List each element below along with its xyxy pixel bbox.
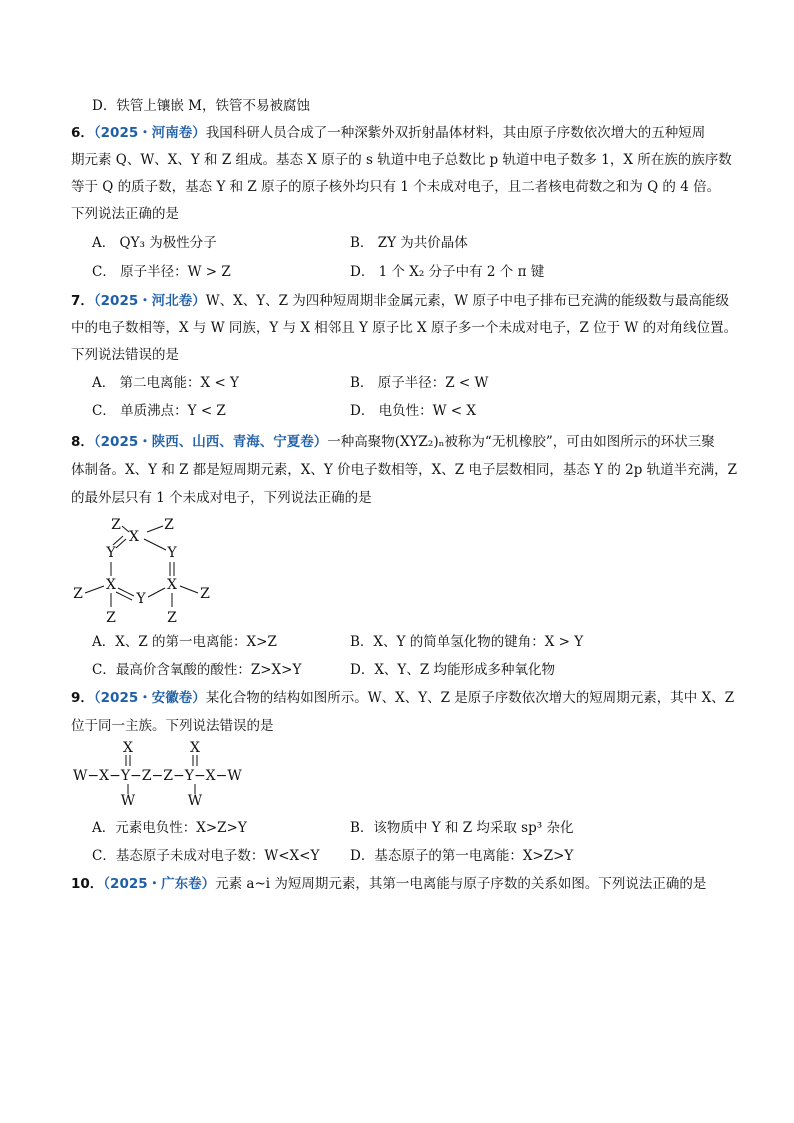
atom-z-left-lower: Z [106, 610, 116, 626]
question-number: 10． [71, 876, 104, 892]
atom-y-bottom: Y [136, 591, 146, 607]
q7-option-b: B． 原子半径：Z < W [350, 375, 489, 391]
q7-option-a: A． 第二电离能：X < Y [92, 375, 239, 391]
q7-option-c: C． 单质沸点：Y < Z [92, 403, 226, 419]
q8-option-c: C．最高价含氧酸的酸性：Z>X>Y [92, 662, 302, 678]
atom-x-top-2: X [190, 740, 200, 756]
atom-y-right: Y [167, 545, 177, 561]
q8-stem-line-1 [71, 432, 715, 452]
q6-stem-line-1 [71, 123, 705, 143]
atom-x-right: X [167, 577, 177, 593]
q8-stem-line-2: 体制备。X、Y 和 Z 都是短周期元素，X、Y 价电子数相等，X、Z 电子层数相同，基态 Y 的 2p 轨道半充满，Z [71, 462, 738, 478]
q7-stem-line-3: 下列说法错误的是 [71, 347, 179, 363]
question-number: 6． [71, 125, 94, 141]
atom-x-top-1: X [123, 740, 133, 756]
q9-option-a: A．元素电负性：X>Z>Y [92, 820, 247, 836]
q7-stem-line-2: 中的电子数相等，X 与 W 同族，Y 与 X 相邻且 Y 原子比 X 原子多一个未成对电子，Z 位于 W 的对角线位置。 [71, 320, 738, 336]
q6-option-b: B． ZY 为共价晶体 [350, 235, 468, 251]
question-number: 7． [71, 293, 94, 309]
q8-option-a: A．X、Z 的第一电离能：X>Z [92, 634, 277, 650]
q9-option-c: C．基态原子未成对电子数：W<X<Y [92, 848, 320, 864]
question-number: 8． [71, 434, 94, 450]
q6-option-a: A． QY₃ 为极性分子 [92, 235, 217, 251]
q6-option-d: D． 1 个 X₂ 分子中有 2 个 π 键 [350, 264, 545, 280]
stem-text: 某化合物的结构如图所示。W、X、Y、Z 是原子序数依次增大的短周期元素，其中 X、Z [205, 690, 735, 706]
question-source: （2025・广东卷） [103, 876, 216, 892]
question-number: 9． [71, 690, 94, 706]
q10-stem-line-1 [71, 874, 706, 894]
q9-option-d: D．基态原子的第一电离能：X>Z>Y [350, 848, 574, 864]
question-source: （2025・河南卷） [93, 125, 206, 141]
q5-option-d: D．铁管上镶嵌 M，铁管不易被腐蚀 [92, 98, 310, 114]
atom-w-bottom-1: W [120, 793, 136, 809]
q9-chain-structure [70, 738, 270, 810]
q9-stem-line-2: 位于同一主族。下列说法错误的是 [71, 718, 274, 734]
q6-option-c: C． 原子半径：W > Z [92, 264, 231, 280]
atom-y-left: Y [106, 545, 116, 561]
q9-option-b: B．该物质中 Y 和 Z 均采取 sp³ 杂化 [350, 820, 574, 836]
question-source: （2025・陕西、山西、青海、宁夏卷） [93, 434, 328, 450]
atom-z-top-left: Z [111, 517, 121, 533]
atom-z-right-lower: Z [167, 610, 177, 626]
q8-option-b: B．X、Y 的简单氢化物的键角：X > Y [350, 634, 584, 650]
stem-text: 元素 a~i 为短周期元素，其第一电离能与原子序数的关系如图。下列说法正确的是 [215, 876, 707, 892]
atom-x-top: X [129, 529, 139, 545]
stem-text: 我国科研人员合成了一种深紫外双折射晶体材料，其由原子序数依次增大的五种短周 [205, 125, 706, 141]
atom-x-left: X [106, 577, 116, 593]
chain-formula: W−X−Y−Z−Z−Y−X−W [73, 768, 242, 784]
atom-z-top-right: Z [164, 517, 174, 533]
q6-stem-line-3: 等于 Q 的质子数，基态 Y 和 Z 原子的原子核外均只有 1 个未成对电子，且二者核电荷数之和为 Q 的 4 倍。 [71, 179, 721, 195]
q8-stem-line-3: 的最外层只有 1 个未成对电子，下列说法正确的是 [71, 490, 372, 506]
question-source: （2025・河北卷） [93, 293, 206, 309]
q6-stem-line-2: 期元素 Q、W、X、Y 和 Z 组成。基态 X 原子的 s 轨道中电子总数比 p 轨道中电子数多 1，X 所在族的族序数 [71, 152, 732, 168]
q7-option-d: D． 电负性：W < X [350, 403, 476, 419]
atom-w-bottom-2: W [187, 793, 203, 809]
q8-cyclic-trimer-structure [68, 512, 228, 630]
stem-text: 一种高聚物(XYZ₂)ₙ被称为“无机橡胶”，可由如图所示的环状三聚 [327, 434, 715, 450]
atom-z-right-outer: Z [200, 586, 210, 602]
stem-text: W、X、Y、Z 为四种短周期非金属元素，W 原子中电子排布已充满的能级数与最高能级 [205, 293, 729, 309]
q9-stem-line-1 [71, 688, 734, 708]
q8-option-d: D．X、Y、Z 均能形成多种氧化物 [350, 662, 556, 678]
atom-z-left-outer: Z [73, 586, 83, 602]
q6-stem-line-4: 下列说法正确的是 [71, 206, 179, 222]
question-source: （2025・安徽卷） [93, 690, 206, 706]
q7-stem-line-1 [71, 291, 729, 311]
